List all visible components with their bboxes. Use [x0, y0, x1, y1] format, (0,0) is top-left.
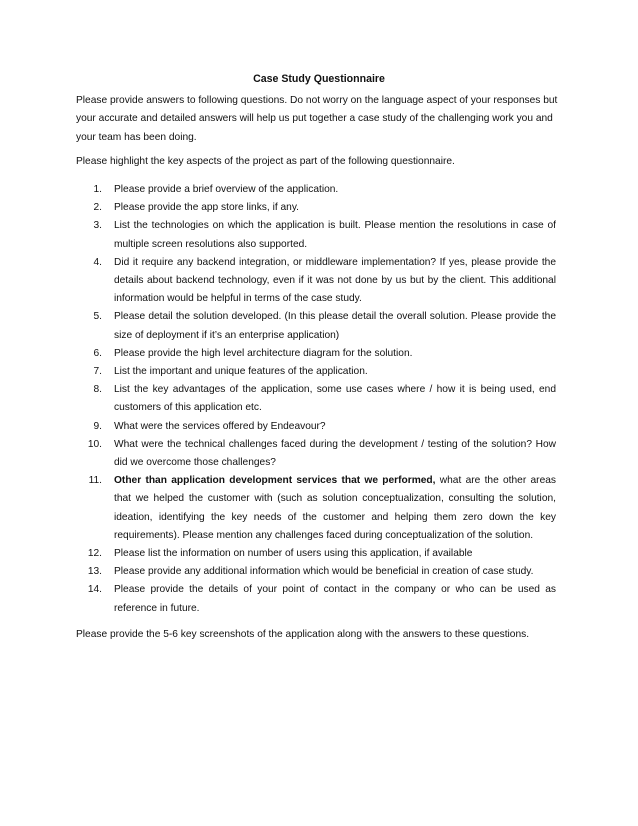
- question-item: [76, 563, 562, 581]
- question-bold-lead: Other than application development services that we performed,: [114, 475, 436, 487]
- document-page: [76, 70, 562, 650]
- question-list: [76, 181, 562, 618]
- intro-paragraph: Please provide answers to following questions. Do not worry on the language aspect of your responses but your accurate and detailed answers will help us put together a case study of the challenging work you and your team has been doing.: [76, 95, 558, 143]
- question-number: 8.: [93, 384, 102, 396]
- closing-paragraph: Please provide the 5-6 key screenshots of the application along with the answers to these questions.: [76, 628, 530, 640]
- question-number: 4.: [93, 256, 102, 268]
- question-number: 2.: [93, 202, 102, 214]
- question-item: [76, 472, 562, 545]
- question-text: List the technologies on which the application is built. Please mention the resolutions in case of multiple screen resolutions also supported.: [114, 220, 556, 250]
- question-number: 5.: [93, 311, 102, 323]
- question-text: Did it require any backend integration, or middleware implementation? If yes, please provide the details about backend technology, even if it was not done by us but by the client. This additional information would be helpful in terms of the case study.: [114, 256, 556, 305]
- question-item: [76, 436, 562, 472]
- question-text-rest: what are the other areas that we helped the customer with (such as solution conceptualization, consulting the solution, ideation, identifying the key needs of the customer and helping them zero down the key requirements). Please mention any challenges faced during conceptualization of the solution.: [114, 475, 556, 541]
- highlight-paragraph: Please highlight the key aspects of the project as part of the following questionnaire.: [76, 155, 455, 167]
- question-item: [76, 581, 562, 617]
- question-text: List the key advantages of the application, some use cases where / how it is being used, end customers of this application etc.: [114, 384, 556, 414]
- page-title: Case Study Questionnaire: [253, 73, 385, 85]
- question-text: What were the services offered by Endeavour?: [114, 420, 326, 432]
- question-item: [76, 308, 562, 344]
- question-item: [76, 181, 562, 199]
- question-item: [76, 254, 562, 309]
- question-text: Please provide the high level architecture diagram for the solution.: [114, 347, 413, 359]
- question-item: [76, 199, 562, 217]
- question-item: [76, 217, 562, 253]
- question-item: [76, 363, 562, 381]
- question-number: 1.: [93, 184, 102, 196]
- question-text: Please detail the solution developed. (In this please detail the overall solution. Please provide the size of deployment if it’s an enterprise application): [114, 311, 556, 341]
- question-number: 6.: [93, 347, 102, 359]
- question-number: 12.: [87, 548, 102, 560]
- question-item: [76, 345, 562, 363]
- question-text: Please provide the details of your point of contact in the company or who can be used as reference in future.: [114, 584, 556, 614]
- question-number: 3.: [93, 220, 102, 232]
- question-number: 7.: [93, 366, 102, 378]
- question-text: List the important and unique features of the application.: [114, 366, 368, 378]
- question-text: Please list the information on number of users using this application, if available: [114, 548, 473, 560]
- question-text: What were the technical challenges faced during the development / testing of the solution? How did we overcome those challenges?: [114, 438, 556, 469]
- question-item: [76, 381, 562, 417]
- question-text: Please provide any additional information which would be beneficial in creation of case study.: [114, 566, 534, 578]
- question-number: 10.: [87, 438, 102, 450]
- question-number: 13.: [87, 566, 102, 578]
- question-text: Please provide a brief overview of the application.: [114, 184, 339, 196]
- question-item: [76, 418, 562, 436]
- question-text: [114, 472, 562, 545]
- question-number: 9.: [93, 420, 102, 432]
- question-number: 11.: [88, 475, 102, 487]
- question-number: 14.: [87, 584, 102, 596]
- question-text: Please provide the app store links, if any.: [114, 202, 299, 214]
- question-item: [76, 545, 562, 563]
